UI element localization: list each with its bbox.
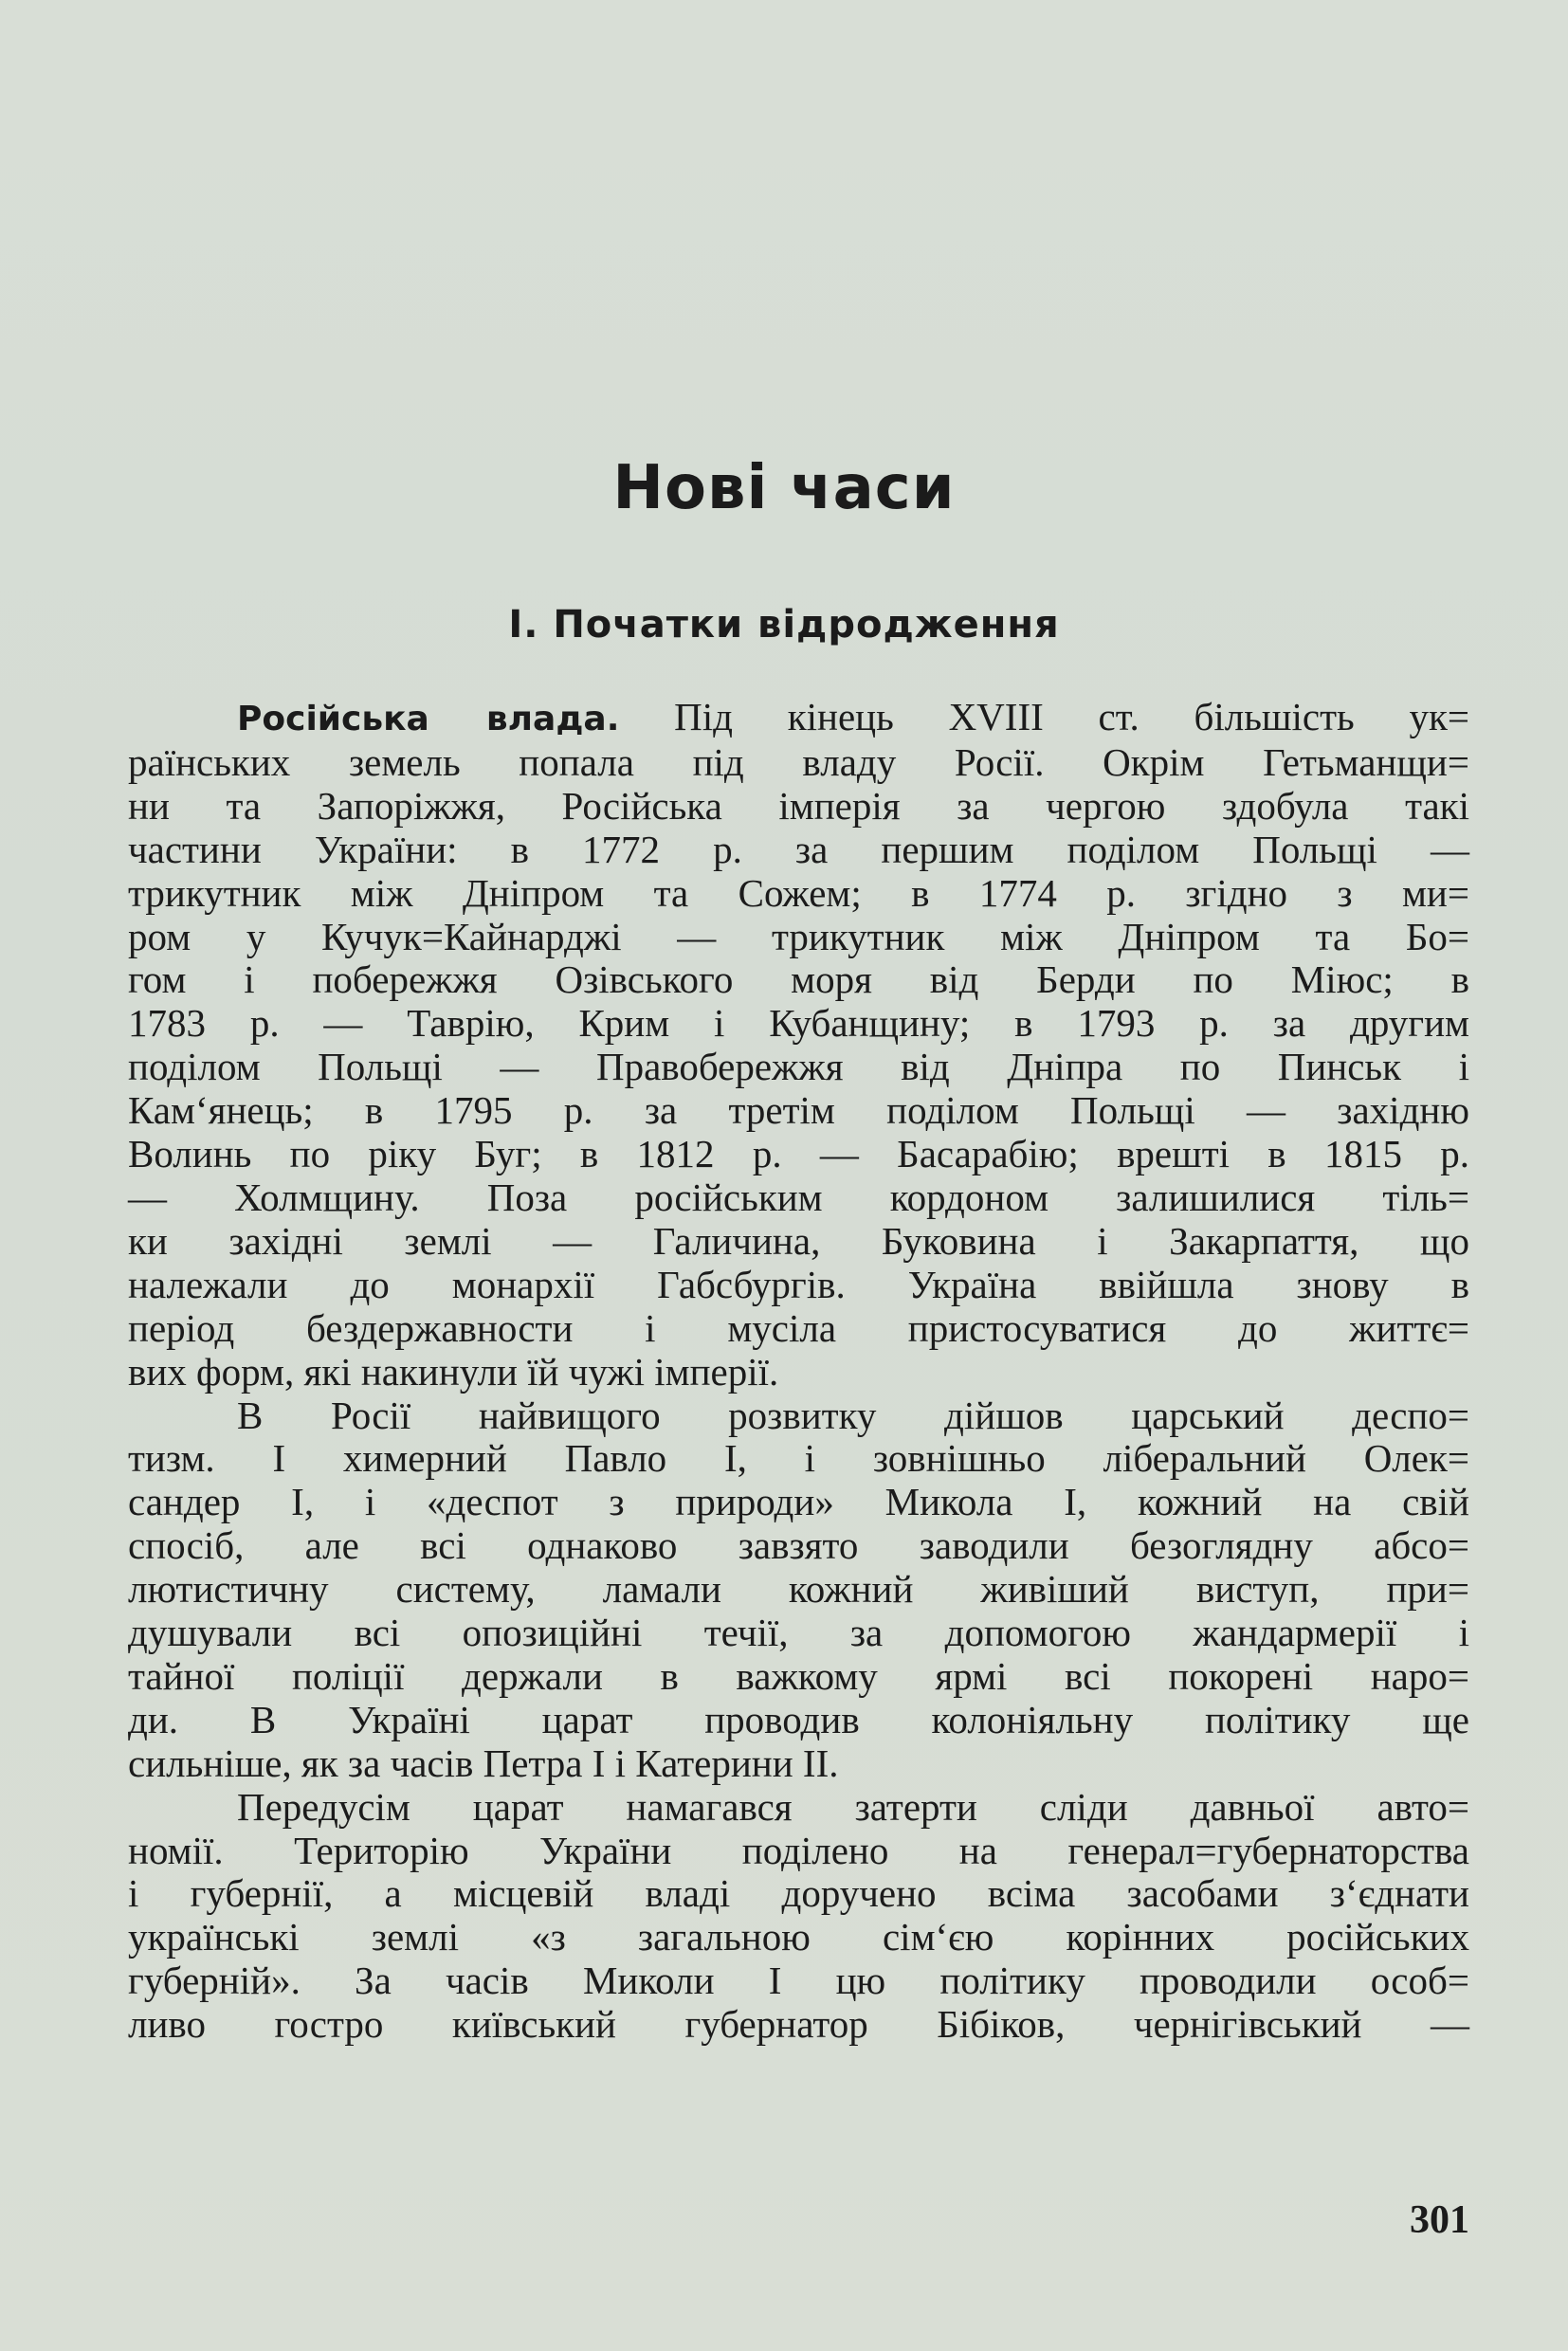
text-line-content: Під кінець XVIII ст. більшість ук= <box>619 695 1469 738</box>
text-line: — Холмщину. Поза російським кордоном залишилися тіль= <box>128 1175 1469 1219</box>
text-line: ди. В Україні царат проводив колоніяльну політику ще <box>128 1697 1469 1741</box>
text-line: тайної поліції держали в важкому ярмі всі покорені наро= <box>128 1653 1469 1698</box>
paragraph-3 <box>128 1786 1469 2047</box>
text-line: ливо гостро київський губернатор Бібіков, чернігівський — <box>128 2002 1469 2047</box>
chapter-title: Нові часи <box>612 453 956 523</box>
text-line: частини України: в 1772 р. за першим поділом Польщі — <box>128 827 1469 871</box>
text-line: губерній». За часів Миколи I цю політику проводили особ= <box>128 1959 1469 2003</box>
text-line: період бездержавности і мусіла пристосуватися до життє= <box>128 1305 1469 1350</box>
text-line: гом і побережжя Озівського моря від Берди по Міюс; в <box>128 957 1469 1002</box>
text-line: поділом Польщі — Правобережжя від Дніпра по Пинськ і <box>128 1045 1469 1089</box>
text-line: і губернії, а місцевій владі доручено всіма засобами з‘єднати <box>128 1871 1469 1916</box>
text-line: українські землі «з загальною сім‘єю корінних російських <box>128 1915 1469 1959</box>
text-line: ром у Кучук=Кайнарджі — трикутник між Дніпром та Бо= <box>128 914 1469 958</box>
text-line: Передусім царат намагався затерти сліди давньої авто= <box>237 1784 1469 1829</box>
text-line: вих форм, які накинули їй чужі імперії. <box>128 1349 779 1394</box>
text-line: В Росії найвищого розвитку дійшов царський деспо= <box>237 1393 1469 1437</box>
text-line: трикутник між Дніпром та Сожем; в 1774 р. згідно з ми= <box>128 870 1469 915</box>
text-line: сандер I, і «деспот з природи» Микола I, кожний на свій <box>128 1480 1469 1524</box>
text-line: тизм. І химерний Павло I, і зовнішньо ліберальний Олек= <box>128 1436 1469 1481</box>
text-line: номії. Територію України поділено на генерал=губернаторства <box>128 1828 1469 1872</box>
text-line: Кам‘янець; в 1795 р. за третім поділом Польщі — західню <box>128 1088 1469 1133</box>
text-line: Волинь по ріку Буг; в 1812 р. — Басарабію; врешті в 1815 р. <box>128 1132 1469 1176</box>
run-in-heading: Російська влада. <box>237 700 620 738</box>
text-line: належали до монархії Габсбургів. Україна ввійшла знову в <box>128 1262 1469 1306</box>
body-text <box>128 696 1469 2047</box>
text-line: сильніше, як за часів Петра I і Катерини II. <box>128 1740 839 1785</box>
text-line: 1783 р. — Таврію, Крим і Кубанщину; в 1793 р. за другим <box>128 1001 1469 1046</box>
section-title: I. Початки відродження <box>508 603 1060 647</box>
text-line: раїнських земель попала під владу Росії. Окрім Гетьманщи= <box>128 739 1469 784</box>
text-line: лютистичну систему, ламали кожний живіший виступ, при= <box>128 1567 1469 1612</box>
text-line: спосіб, але всі однаково завзято заводили безоглядну абсо= <box>128 1523 1469 1568</box>
text-line: ки західні землі — Галичина, Буковина і Закарпаття, що <box>128 1218 1469 1263</box>
text-line <box>128 696 1469 741</box>
text-line: душували всі опозиційні течії, за допомогою жандармерії і <box>128 1611 1469 1655</box>
paragraph-1 <box>128 696 1469 1394</box>
text-line: ни та Запоріжжя, Російська імперія за чергою здобула такі <box>128 783 1469 828</box>
page-number: 301 <box>1410 2198 1469 2242</box>
paragraph-2 <box>128 1394 1469 1786</box>
